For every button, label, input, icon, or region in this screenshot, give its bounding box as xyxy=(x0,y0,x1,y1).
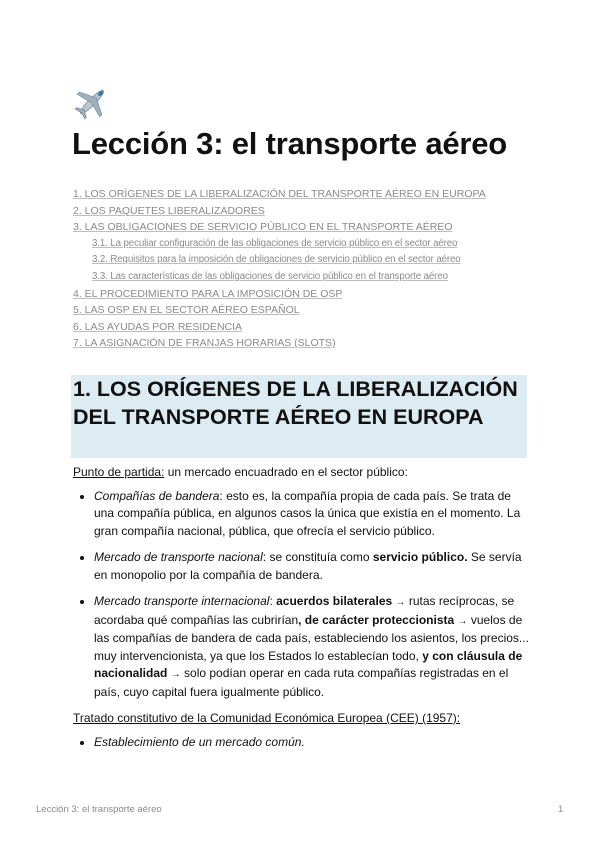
bullet-list xyxy=(73,488,531,702)
airplane-icon xyxy=(72,82,112,122)
list-text: vuelos de las compañías de bandera de cada país, estableciendo los asientos, los precios... muy intervencionista, ya que los Estados lo establecían todo, xyxy=(94,612,529,663)
bold-text: y con cláusula de nacionalidad xyxy=(94,648,523,680)
toc-link[interactable]: 6. LAS AYUDAS POR RESIDENCIA xyxy=(73,320,243,333)
arrow-icon: → xyxy=(457,615,468,627)
list-item xyxy=(94,488,531,541)
section-heading-box xyxy=(71,375,527,458)
toc-link[interactable]: 4. EL PROCEDIMIENTO PARA LA IMPOSICIÓN DE OSP xyxy=(73,287,343,300)
list-item xyxy=(94,549,531,584)
toc-link[interactable]: 3. LAS OBLIGACIONES DE SERVICIO PÚBLICO EN EL TRANSPORTE AÉREO xyxy=(73,221,453,234)
toc-link[interactable]: 5. LAS OSP EN EL SECTOR AÉREO ESPAÑOL xyxy=(73,304,300,317)
term: Mercado de transporte nacional xyxy=(94,550,263,564)
list-item xyxy=(94,593,531,701)
toc-link[interactable]: 7. LA ASIGNACIÓN DE FRANJAS HORARIAS (SLOTS) xyxy=(73,337,336,350)
page-number: 1 xyxy=(558,804,564,815)
term: Mercado transporte internacional xyxy=(94,594,270,608)
list-text: rutas recíprocas, se acordaba qué compañías las cubrirían xyxy=(94,594,515,627)
section-heading: 1. LOS ORÍGENES DE LA LIBERALIZACIÓN DEL TRANSPORTE AÉREO EN EUROPA xyxy=(73,377,518,429)
paragraph-text: un mercado encuadrado en el sector público: xyxy=(164,465,408,479)
bold-text: servicio público. xyxy=(372,550,468,564)
paragraph xyxy=(73,464,531,482)
arrow-icon: → xyxy=(170,669,181,680)
list-text: solo podían operar en cada ruta compañías registradas en el país, cuyo capital fuera igualmente público. xyxy=(94,666,509,699)
table-of-contents xyxy=(73,186,533,352)
bold-text: , de carácter proteccionista xyxy=(298,612,455,627)
toc-link[interactable]: 2. LOS PAQUETES LIBERALIZADORES xyxy=(73,204,265,217)
paragraph-label: Tratado constitutivo de la Comunidad Económica Europea (CEE) (1957): xyxy=(73,711,461,725)
paragraph xyxy=(73,710,531,728)
list-item xyxy=(94,734,531,752)
list-text: Se servía en monopolio por la compañía de bandera. xyxy=(94,550,522,582)
paragraph-label: Punto de partida: xyxy=(73,465,165,479)
footer-title: Lección 3: el transporte aéreo xyxy=(36,804,162,815)
bullet-list xyxy=(73,734,531,752)
bold-text: acuerdos bilaterales xyxy=(276,594,393,608)
toc-sublink[interactable]: 3.3. Las características de las obligaciones de servicio público en el transporte aéreo xyxy=(92,270,448,282)
list-text: : xyxy=(269,594,277,608)
toc-sublink[interactable]: 3.1. La peculiar configuración de las obligaciones de servicio público en el sector aéreo xyxy=(92,237,458,249)
list-text: : esto es, la compañía propia de cada país. Se trata de una compañía pública, en algunos casos la única que existía en el momento. La gran compañía nacional, pública, que ofrecía el servicio público. xyxy=(94,488,521,538)
arrow-icon: → xyxy=(395,597,406,608)
term: Compañías de bandera xyxy=(94,488,220,503)
toc-sublink[interactable]: 3.2. Requisitos para la imposición de obligaciones de servicio público en el sector aéreo xyxy=(92,254,461,266)
list-text: : se constituía como xyxy=(262,550,373,564)
term: Establecimiento de un mercado común. xyxy=(94,734,305,749)
section-body xyxy=(73,464,531,760)
page-title: Lección 3: el transporte aéreo xyxy=(72,126,508,161)
toc-link[interactable]: 1. LOS ORÍGENES DE LA LIBERALIZACIÓN DEL TRANSPORTE AÉREO EN EUROPA xyxy=(73,188,486,200)
